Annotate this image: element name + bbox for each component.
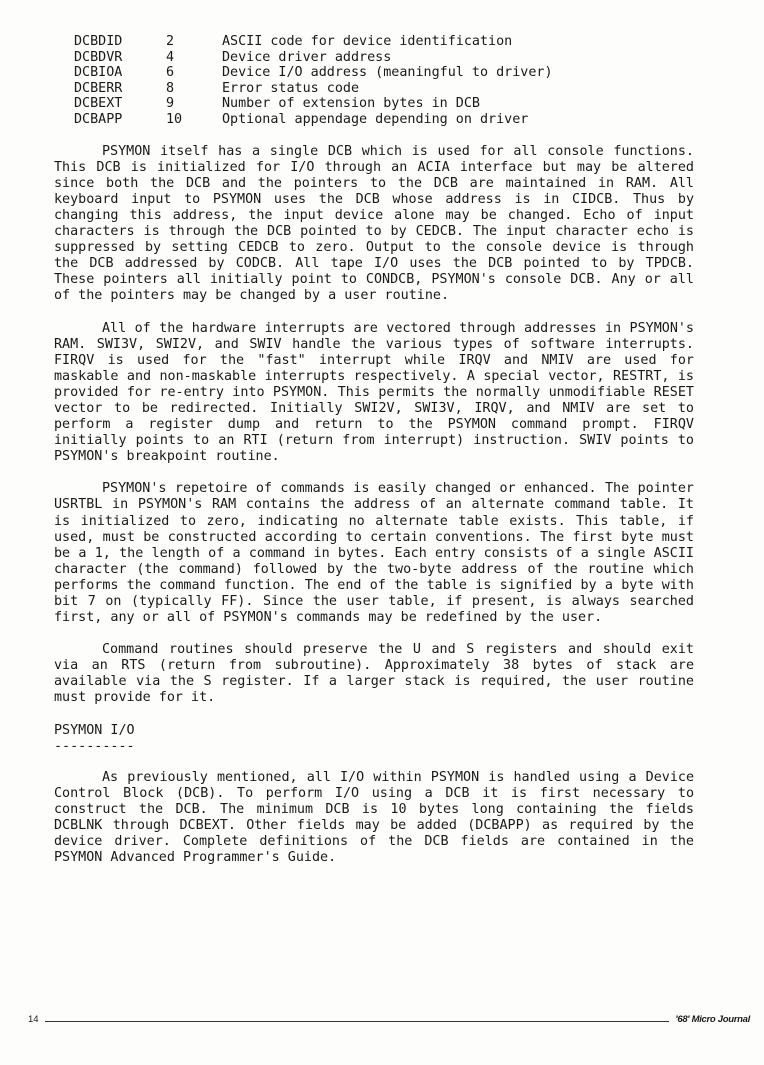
- paragraph-psymon-io: As previously mentioned, all I/O within PSYMON is handled using a Device Control Block (DCB). To perform I/O using a DCB it is first necessary to construct the DCB. The minimum DCB is 10 bytes long containing the fields DCBLNK through DCBEXT. Other fields may be added (DCBAPP) as required by the device driver. Complete definitions of the DCB fields are contained in the PSYMON Advanced Programmer's Guide.: [54, 769, 694, 866]
- field-description: ASCII code for device identification: [222, 34, 513, 49]
- field-offset: 8: [166, 80, 175, 96]
- paragraph-command-routines: Command routines should preserve the U and S registers and should exit via an RTS (return from subroutine). Approximately 38 bytes of stack are available via the S register. If a larger stack is required, the user routine must provide for it.: [54, 642, 694, 706]
- page-number: 14: [28, 1014, 39, 1025]
- field-offset: 9: [166, 96, 175, 112]
- field-description: Device driver address: [222, 49, 392, 65]
- paragraph-console-dcb: PSYMON itself has a single DCB which is used for all console functions. This DCB is initialized for I/O through an ACIA interface but may be altered since both the DCB and the pointers to the DCB are maintained in RAM. All keyboard input to PSYMON uses the DCB whose address is in CIDCB. Thus by changing this address, the input device alone may be changed. Echo of input characters is through the DCB pointed to by CEDCB. The input character echo is suppressed by setting CEDCB to zero. Output to the console device is through the DCB addressed by CODCB. All tape I/O uses the DCB pointed to by TPDCB. These pointers all initially point to CONDCB, PSYMON's console DCB. Any or all of the pointers may be changed by a user routine.: [54, 143, 694, 304]
- dcb-field-list: [74, 34, 694, 128]
- field-name: DCBIOA: [74, 65, 123, 81]
- dcb-field-row: [74, 50, 694, 66]
- field-name: DCBERR: [74, 80, 123, 96]
- journal-name: '68' Micro Journal: [675, 1014, 750, 1025]
- field-offset: 10: [166, 111, 183, 127]
- field-name: DCBDID: [74, 34, 123, 49]
- field-name: DCBAPP: [74, 111, 123, 127]
- paragraph-command-table: PSYMON's repetoire of commands is easily changed or enhanced. The pointer USRTBL in PSYMON's RAM contains the address of an alternate command table. It is initialized to zero, indicating no alternate table exists. This table, if used, must be constructed according to certain conventions. The first byte must be a 1, the length of a command in bytes. Each entry consists of a single ASCII character (the command) followed by the two-byte address of the routine which performs the command function. The end of the table is signified by a byte with bit 7 on (typically FF). Since the user table, if present, is always searched first, any or all of PSYMON's commands may be redefined by the user.: [54, 481, 694, 626]
- dcb-field-row: [74, 112, 694, 128]
- dcb-field-row: [74, 65, 694, 81]
- field-name: DCBEXT: [74, 96, 123, 112]
- dcb-field-row: [74, 34, 694, 50]
- page-footer: [28, 1014, 750, 1025]
- field-offset: 6: [166, 65, 175, 81]
- field-description: Number of extension bytes in DCB: [222, 96, 480, 112]
- footer-rule: [45, 1021, 670, 1022]
- field-offset: 4: [166, 49, 175, 65]
- field-description: Optional appendage depending on driver: [222, 111, 529, 127]
- paragraph-interrupts: All of the hardware interrupts are vectored through addresses in PSYMON's RAM. SWI3V, SWI2V, and SWIV handle the various types of software interrupts. FIRQV is used for the "fast" interrupt while IRQV and NMIV are used for maskable and non-maskable interrupts respectively. A special vector, RESTRT, is provided for re-entry into PSYMON. This permits the normally unmodifiable RESET vector to be redirected. Initially SWI2V, SWI3V, IRQV, and NMIV are set to perform a register dump and return to the PSYMON command prompt. FIRQV initially points to an RTI (return from interrupt) instruction. SWIV points to PSYMON's breakpoint routine.: [54, 320, 694, 465]
- field-description: Error status code: [222, 80, 360, 96]
- page-content: [54, 34, 694, 882]
- dcb-field-row: [74, 81, 694, 97]
- dcb-field-row: [74, 96, 694, 112]
- section-heading: PSYMON I/O: [54, 722, 135, 738]
- field-offset: 2: [166, 34, 175, 49]
- section-heading-underline: ----------: [54, 738, 135, 754]
- field-name: DCBDVR: [74, 49, 123, 65]
- field-description: Device I/O address (meaningful to driver): [222, 65, 553, 81]
